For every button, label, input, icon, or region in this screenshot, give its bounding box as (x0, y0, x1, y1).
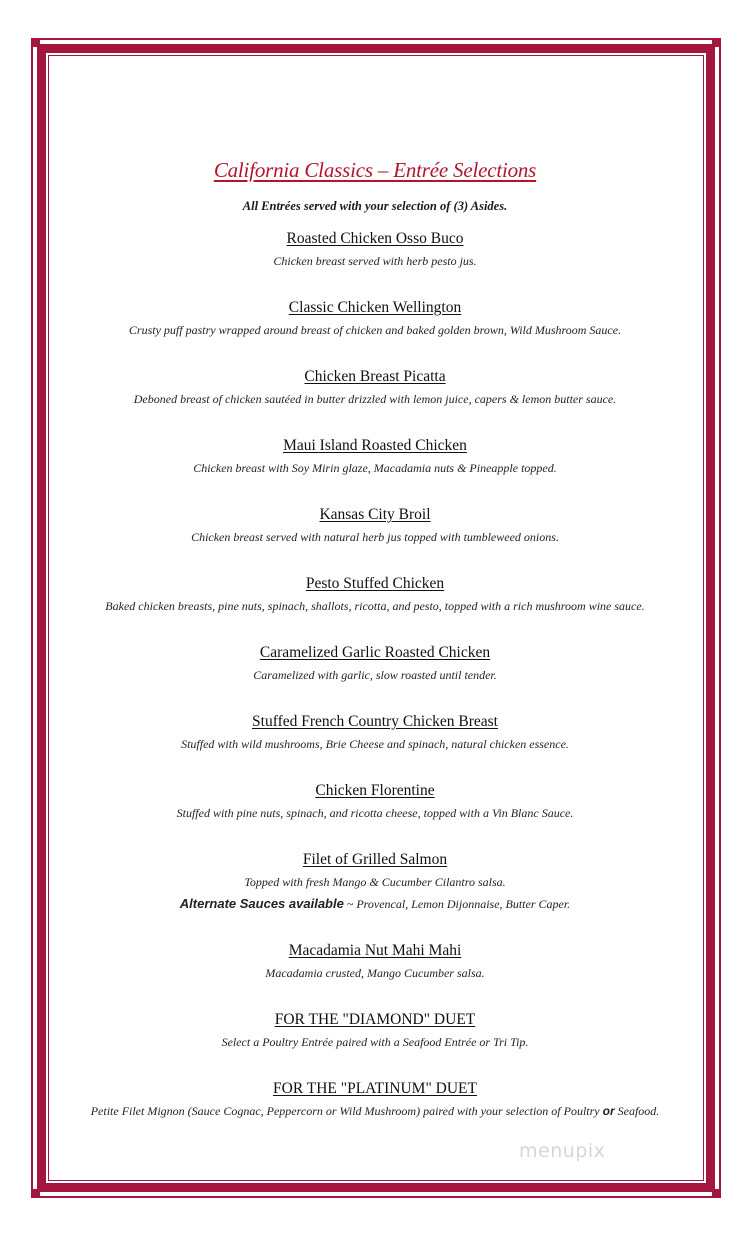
menu-item (60, 297, 690, 341)
menu-subtitle: All Entrées served with your selection of (3) Asides. (242, 199, 508, 213)
menu-item-name: Chicken Florentine (315, 782, 435, 799)
menu-item (60, 573, 690, 617)
duet-diamond (60, 1009, 690, 1053)
menu-item-name: Filet of Grilled Salmon (302, 851, 448, 868)
menu-item-name: Classic Chicken Wellington (288, 299, 462, 316)
menu-item-description: Baked chicken breasts, pine nuts, spinach, shallots, ricotta, and pesto, topped with a rich mushroom wine sauce. (105, 599, 645, 613)
alternate-sauces-text: ~ Provencal, Lemon Dijonnaise, Butter Caper. (343, 897, 571, 911)
duet-description-end: Seafood. (614, 1104, 660, 1118)
menu-item (60, 849, 690, 915)
duet-description-or: or (602, 1104, 615, 1118)
border-corner-bottom-left (31, 1189, 40, 1198)
duet-description (60, 1100, 690, 1122)
border-corner-top-right (712, 38, 721, 47)
menu-item-description: Macadamia crusted, Mango Cucumber salsa. (265, 966, 485, 980)
menu-item-description: Chicken breast served with herb pesto jus. (273, 254, 477, 268)
duet-description: Select a Poultry Entrée paired with a Seafood Entrée or Tri Tip. (221, 1035, 529, 1049)
menu-item-description: Topped with fresh Mango & Cucumber Cilantro salsa. (244, 875, 506, 889)
menu-item (60, 711, 690, 755)
menu-item-description: Crusty puff pastry wrapped around breast of chicken and baked golden brown, Wild Mushroom Sauce. (128, 323, 622, 337)
menu-item (60, 504, 690, 548)
menu-item-description: Chicken breast served with natural herb jus topped with tumbleweed onions. (191, 530, 559, 544)
menu-item-description: Chicken breast with Soy Mirin glaze, Macadamia nuts & Pineapple topped. (193, 461, 557, 475)
menu-item (60, 228, 690, 272)
duet-name: FOR THE "DIAMOND" DUET (274, 1011, 476, 1028)
menu-item-description: Deboned breast of chicken sautéed in butter drizzled with lemon juice, capers & lemon butter sauce. (133, 392, 617, 406)
duet-name: FOR THE "PLATINUM" DUET (273, 1080, 477, 1097)
border-corner-top-left (31, 38, 40, 47)
duet-description-start: Petite Filet Mignon (Sauce Cognac, Peppercorn or Wild Mushroom) paired with your selection of Poultry (90, 1104, 603, 1118)
menu-item (60, 642, 690, 686)
menu-item-name: Chicken Breast Picatta (304, 368, 446, 385)
duet-platinum (60, 1078, 690, 1122)
menu-item-description: Stuffed with pine nuts, spinach, and ricotta cheese, topped with a Vin Blanc Sauce. (176, 806, 574, 820)
menu-content (60, 148, 690, 1122)
menu-item-name: Pesto Stuffed Chicken (305, 575, 445, 592)
menu-item-description: Stuffed with wild mushrooms, Brie Cheese and spinach, natural chicken essence. (181, 737, 569, 751)
alternate-sauces-line (60, 893, 690, 915)
menu-item-name: Kansas City Broil (319, 506, 431, 523)
menu-item-name: Caramelized Garlic Roasted Chicken (259, 644, 491, 661)
alternate-sauces-label: Alternate Sauces available (179, 896, 344, 911)
menupix-watermark: menupix (519, 1140, 606, 1162)
menu-title: California Classics – Entrée Selections (213, 158, 537, 182)
menu-item-name: Macadamia Nut Mahi Mahi (288, 942, 462, 959)
menu-item (60, 366, 690, 410)
menu-item (60, 435, 690, 479)
menu-item (60, 940, 690, 984)
menu-item-name: Maui Island Roasted Chicken (283, 437, 467, 454)
border-corner-bottom-right (712, 1189, 721, 1198)
menu-item-name: Roasted Chicken Osso Buco (286, 230, 464, 247)
menu-item (60, 780, 690, 824)
menu-item-description: Caramelized with garlic, slow roasted until tender. (253, 668, 497, 682)
menu-item-name: Stuffed French Country Chicken Breast (252, 713, 498, 730)
